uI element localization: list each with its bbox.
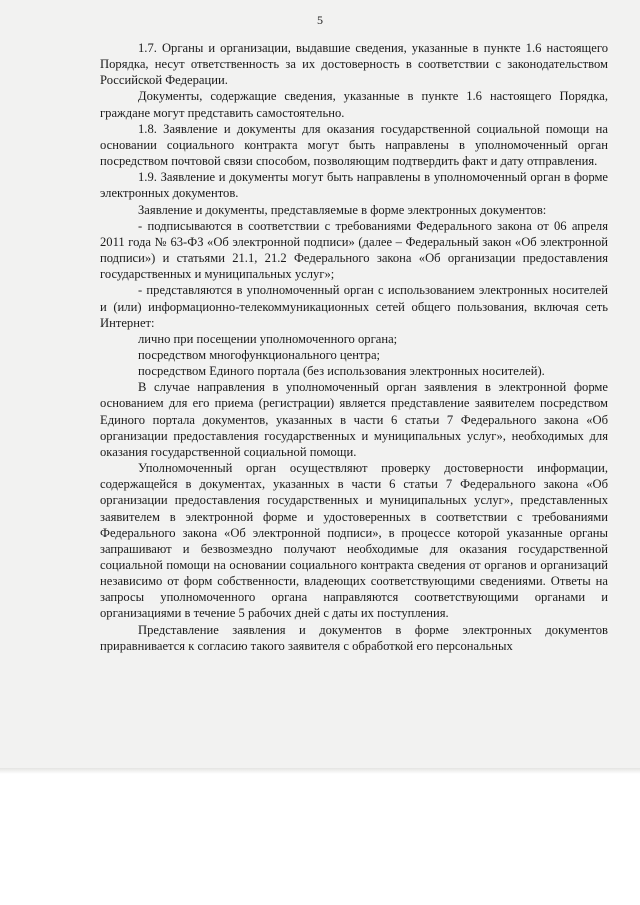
paragraph-electronic-application: В случае направления в уполномоченный орган заявления в электронной форме основанием для его приема (регистрации) является представление заявителем посредством Единого портала документов, указанных в части 6 статьи 7 Федерального закона «Об организации предоставления государственных и муниципальных услуг», необходимых для оказания государственной социальной помощи. <box>100 380 608 459</box>
scan-bottom-edge <box>0 768 640 774</box>
page-number: 5 <box>317 13 323 27</box>
document-body <box>100 40 608 654</box>
paragraph-consent: Представление заявления и документов в форме электронных документов приравнивается к согласию такого заявителя с обработкой его персональных <box>100 622 608 653</box>
list-item-submitted: - представляются в уполномоченный орган с использованием электронных носителей и (или) информационно-телекоммуникационных сетей общего пользования, включая сеть Интернет: <box>100 283 608 330</box>
submission-method-mfc: посредством многофункционального центра; <box>138 347 381 362</box>
submission-method-portal: посредством Единого портала (без использования электронных носителей). <box>138 364 545 379</box>
paragraph-1-7: 1.7. Органы и организации, выдавшие сведения, указанные в пункте 1.6 настоящего Порядка, несут ответственность за их достоверность в соответствии с законодательством Российской Федерации. <box>100 41 608 88</box>
list-item-signed: - подписываются в соответствии с требованиями Федерального закона от 06 апреля 2011 года № 63-ФЗ «Об электронной подписи» (далее – Федеральный закон «Об электронной подписи») и статьями 21.1, 21.2 Федерального закона «Об организации предоставления государственных и муниципальных услуг»; <box>100 218 608 282</box>
paragraph-documents-self: Документы, содержащие сведения, указанные в пункте 1.6 настоящего Порядка, граждане могут представить самостоятельно. <box>100 89 608 120</box>
paragraph-electronic-docs-intro: Заявление и документы, представляемые в форме электронных документов: <box>138 202 547 217</box>
paragraph-verification: Уполномоченный орган осуществляют проверку достоверности информации, содержащейся в документах, указанных в части 6 статьи 7 Федерального закона «Об организации предоставления государственных и муниципальных услуг», представленных заявителем в электронной форме и удостоверенных в соответствии с требованиями Федерального закона «Об электронной подписи», в процессе которой указанные органы запрашивают и безвозмездно получают необходимые для оказания государственной социальной помощи на основании социального контракта сведения от органов и организаций независимо от форм собственности, владеющих соответствующими сведениями. Ответы на запросы уполномоченного органа направляются соответствующими органами и организациями в течение 5 рабочих дней с даты их поступления. <box>100 461 608 621</box>
paragraph-1-9: 1.9. Заявление и документы могут быть направлены в уполномоченный орган в форме электронных документов. <box>100 170 608 201</box>
paragraph-1-8: 1.8. Заявление и документы для оказания государственной социальной помощи на основании социального контракта могут быть направлены в уполномоченный орган посредством почтовой связи способом, позволяющим подтвердить факт и дату отправления. <box>100 121 608 169</box>
submission-method-in-person: лично при посещении уполномоченного органа; <box>138 331 398 346</box>
